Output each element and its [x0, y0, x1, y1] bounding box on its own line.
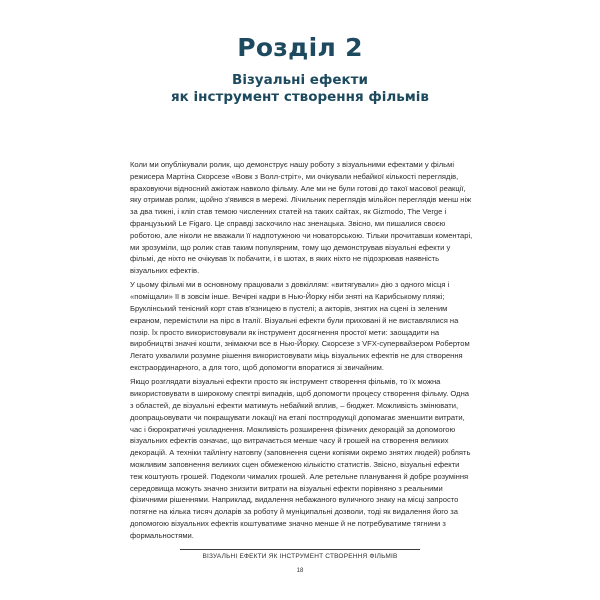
chapter-subtitle [0, 72, 600, 106]
body-text [130, 159, 474, 543]
body-paragraph-3: Якщо розглядати візуальні ефекти просто як інструмент створення фільмів, то їх можна використовувати в широкому спектрі випадків, щоб допомогти процесу створення фільму. Одна з областей, де візуальні ефекти матимуть небайкий вплив, – бюджет. Можливість змінювати, доопрацьовувати чи покращувати локації на етапі постпродукції допомагає зменшити витрати, час і бюрократичні ускладнення. Можливість розширення фізичних декорацій за допомогою візуальних ефектів означає, що витрачається менше часу й грошей на створення великих декорацій. А техніки тайлінгу натовпу (заповнення сцени копіями окремо знятих людей) роблять можливим заповнення великих сцен обмеженою кількістю статистів. Звісно, візуальні ефекти теж коштують грошей. Подеколи чималих грошей. Але ретельне планування й добре розуміння середовища можуть значно знизити витрати на візуальні ефекти порівняно з реальними фізичними рішеннями. Наприклад, видалення небажаного вуличного знаку на місці запросто потягне на кілька тисяч доларів за роботу й муніципальні дозволи, тоді як видалення його за допомогою візуальних ефектів коштуватиме значно менше й не потребуватиме тягнини з формальностями. [130, 377, 471, 540]
footer-running-head: ВІЗУАЛЬНІ ЕФЕКТИ ЯК ІНСТРУМЕНТ СТВОРЕННЯ ФІЛЬМІВ [202, 553, 398, 560]
chapter-title: Розділ 2 [237, 33, 363, 62]
footer-divider [180, 549, 420, 550]
chapter-subtitle-line-1: Візуальні ефекти [232, 72, 368, 88]
page-number: 18 [296, 568, 304, 574]
body-paragraph-1: Коли ми опублікували ролик, що демонструє нашу роботу з візуальними ефектами у фільмі режисера Мартіна Скорсезе «Вовк з Волл-стріт», ми очікували небайкої кількості переглядів, враховуючи відносний ажіотаж навколо фільму. Але ми не були готові до такої масової реакції, яку отримав ролик, щойно з'явився в мережі. Лічильник переглядів мільйон переглядів менш ніж за два тижні, і кліп став темою численних статей на таких сайтах, як Gizmodo, The Verge і французький Le Figaro. Це справді заскочило нас зненацька. Звісно, ми пишалися своєю роботою, але ніколи не вважали її надпотужною чи новаторською. Тільки прочитавши коментарі, ми зрозуміли, що ролик став таким популярним, тому що демонстрував візуальні ефекти у фільмі, де ніхто не очікував їх побачити, і в шотах, в яких ніхто не підозрював наявність візуальних ефектів. [130, 160, 473, 276]
chapter-subtitle-line-2: як інструмент створення фільмів [171, 89, 429, 105]
body-paragraph-2: У цьому фільмі ми в основному працювали з довкіллям: «витягували» дію з одного місця і «поміщали» її в зовсім інше. Вечірні кадри в Нью-Йорку ніби зняті на Карибському пляжі; Бруклінський тенісний корт став в'язницею в пустелі; а акторів, знятих на сцені із зеленим екраном, перемістили на пірс в Італії. Візуальні ефекти були приховані й не виставлялися на позір. Їх просто використовували як інструмент досягнення простої мети: заощадити на виробництві значні кошти, знімаючи все в Нью-Йорку. Скорсезе з VFX-супервайзером Робертом Легато ухвалили розумне рішення використовувати міць візуальних ефектів не для створення екстраординарного, а для того, щоб допомогти впоратися зі звичайним. [130, 280, 470, 373]
